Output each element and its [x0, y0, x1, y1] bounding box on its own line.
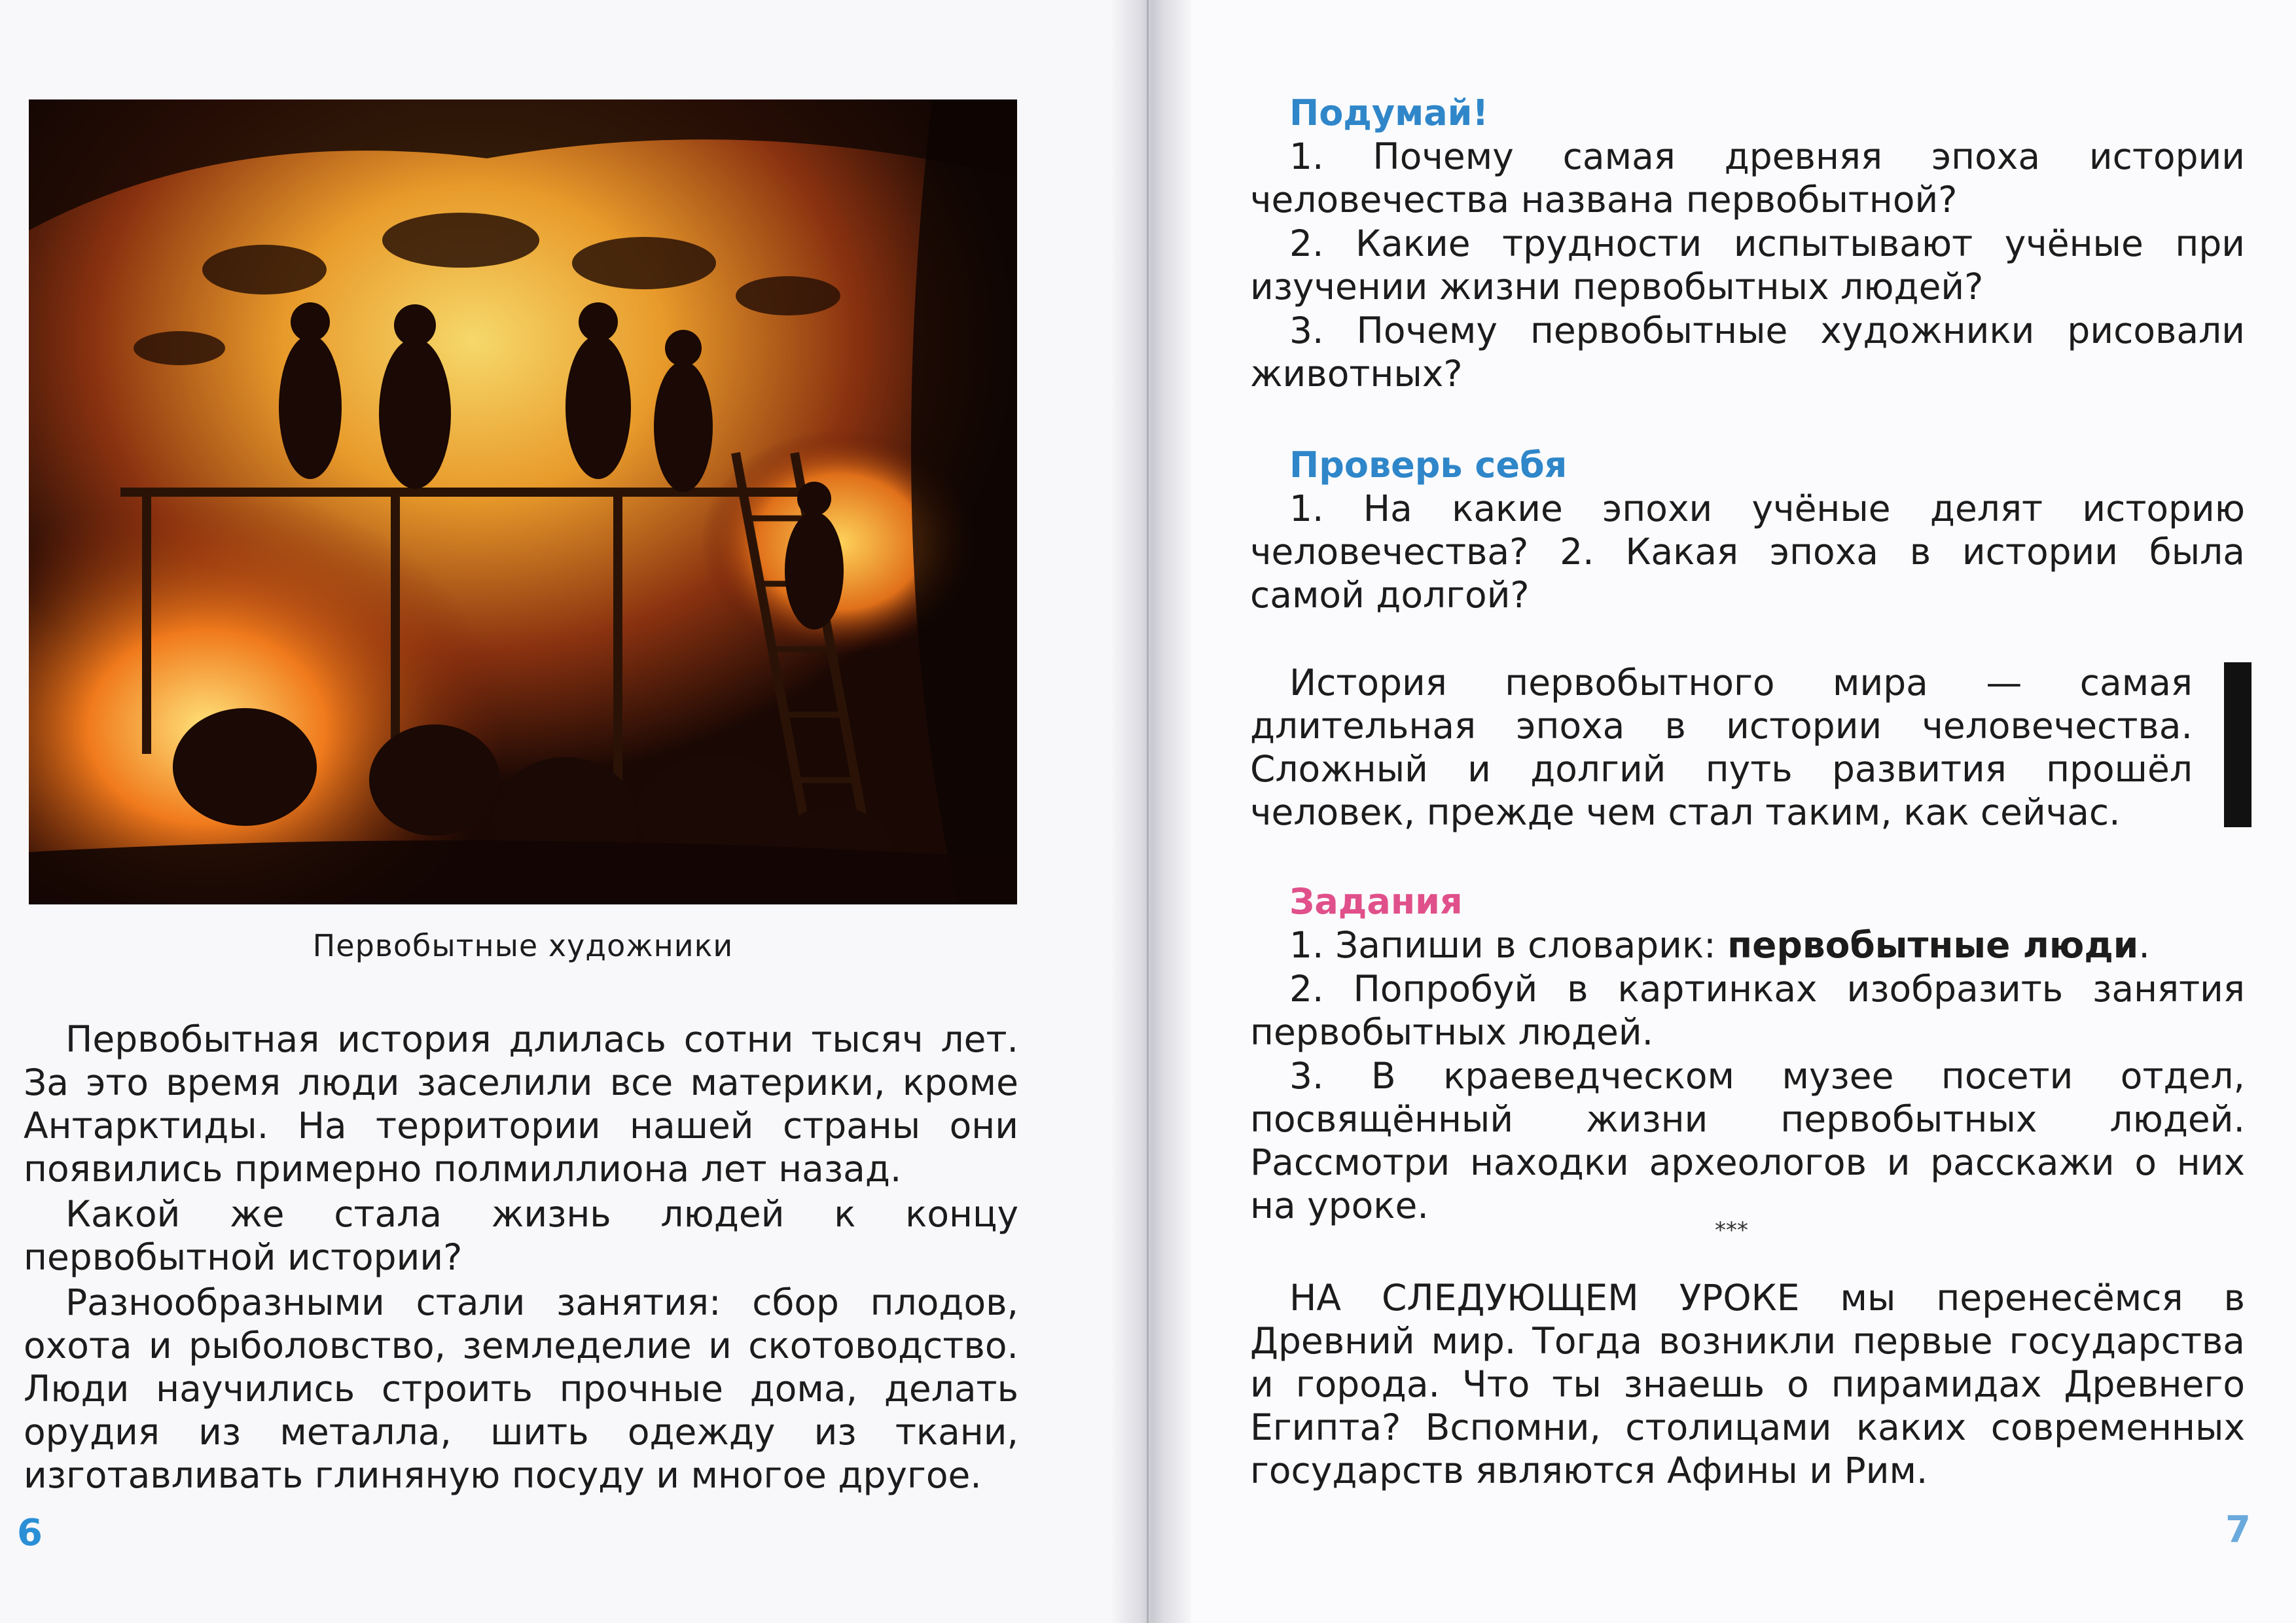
page-number-right: 7 [2225, 1508, 2251, 1551]
paragraph: Какой же стала жизнь людей к концу первобытной истории? [24, 1193, 1018, 1278]
check-heading: Проверь себя [1289, 444, 1568, 486]
book-spine [1113, 0, 1191, 1623]
question-item: 1. Почему самая древняя эпоха истории человечества названа первобытной? [1250, 135, 2245, 221]
summary-section [1250, 661, 2193, 834]
cave-painting-scene [29, 99, 1017, 904]
task-item [1250, 923, 2245, 967]
think-section [1250, 92, 2245, 396]
illustration-caption: Первобытные художники [312, 928, 734, 963]
question-item: 3. Почему первобытные художники рисовали животных? [1250, 310, 2245, 395]
task-item-end: . [2138, 924, 2150, 966]
spine-fold [1147, 0, 1149, 1623]
left-page-body [24, 1018, 1018, 1499]
check-text: 1. На какие эпохи учёные делят историю человечества? 2. Какая эпоха в истории была самой долгой? [1250, 488, 2245, 616]
cave-painters-illustration [29, 99, 1017, 904]
paragraph: Разнообразными стали занятия: сбор плодов, охота и рыболовство, земледелие и скотоводство. Люди научились строить прочные дома, делать орудия из металла, шить одежду из ткани, изготавливать глиняную посуду и многое другое. [24, 1281, 1018, 1496]
think-heading: Подумай! [1289, 92, 1489, 134]
check-yourself-section [1250, 444, 2245, 617]
summary-text: История первобытного мира — самая длительная эпоха в истории человечества. Сложный и долгий путь развития прошёл человек, прежде чем стал таким, как сейчас. [1250, 662, 2193, 833]
task-item-text: 1. Запиши в словарик: [1289, 924, 1728, 966]
tasks-section [1250, 880, 2245, 1228]
next-lesson-section [1250, 1276, 2245, 1493]
task-item: 2. Попробуй в картинках изобразить занятия первобытных людей. [1250, 968, 2245, 1053]
task-item: 3. В краеведческом музее посети отдел, посвящённый жизни первобытных людей. Рассмотри находки археологов и расскажи о них на уроке. [1250, 1055, 2245, 1226]
summary-marker-bar [2224, 662, 2251, 827]
paragraph: Первобытная история длилась сотни тысяч лет. За это время люди заселили все материки, кроме Антарктиды. На территории нашей страны они появились примерно полмиллиона лет назад. [24, 1018, 1018, 1190]
page-number-left: 6 [17, 1512, 43, 1554]
question-item: 2. Какие трудности испытывают учёные при изучении жизни первобытных людей? [1250, 223, 2245, 308]
task-keyword: первобытные люди [1727, 924, 2139, 966]
tasks-heading: Задания [1289, 881, 1463, 922]
section-separator: *** [1715, 1217, 1748, 1243]
next-lesson-text: НА СЛЕДУЮЩЕМ УРОКЕ мы перенесёмся в Древний мир. Тогда возникли первые государства и города. Что ты знаешь о пирамидах Древнего Египта? Вспомни, столицами каких современных государств являются Афины и Рим. [1250, 1277, 2245, 1491]
